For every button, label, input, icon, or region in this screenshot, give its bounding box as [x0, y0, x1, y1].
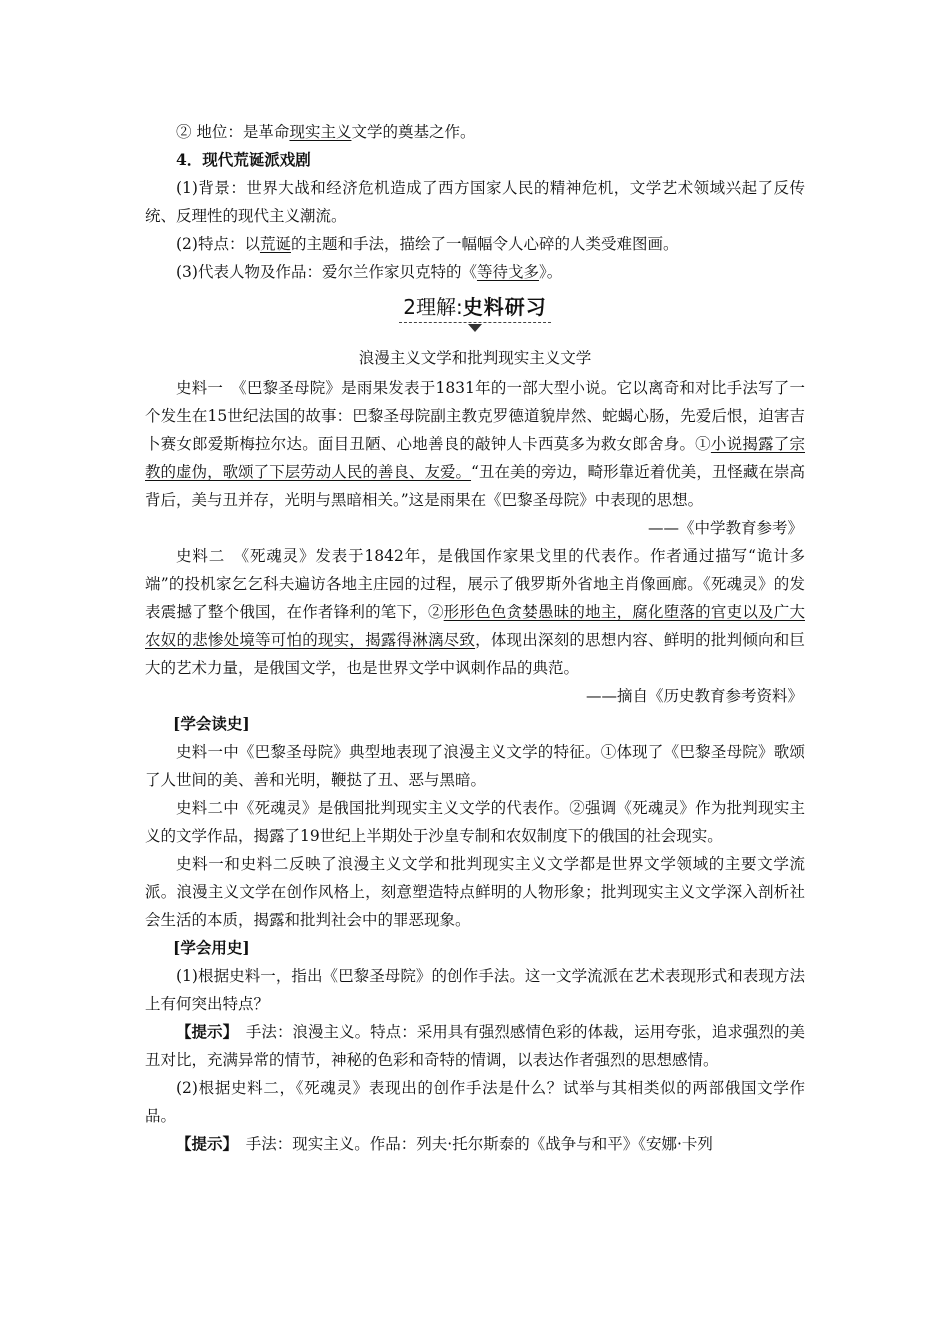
- text-run: ，体现出深刻的思想内容、鲜明的批判倾向和巨大的艺术力量，是俄国文学，也是世界文学中讽刺作品的典范。: [145, 631, 805, 677]
- text-run: “丑在美的旁边，畸形靠近着优美，丑怪藏在崇高背后，美与丑并存，光明与黑暗相关。”这是雨果在《巴黎圣母院》中表现的思想。: [145, 463, 805, 509]
- section-banner: [145, 294, 805, 342]
- triangle-down-icon: [468, 324, 482, 332]
- question-2: (2)根据史料二，《死魂灵》表现出的创作手法是什么？试举与其相类似的两部俄国文学作品。: [145, 1079, 805, 1125]
- section-title: 浪漫主义文学和批判现实主义文学: [358, 349, 592, 367]
- underlined-term: 现实主义: [289, 123, 352, 141]
- document-page: [145, 118, 805, 1158]
- read-paragraph-1: 史料一中《巴黎圣母院》典型地表现了浪漫主义文学的特征。①体现了《巴黎圣母院》歌颂了人世间的美、善和光明，鞭挞了丑、恶与黑暗。: [145, 743, 805, 789]
- read-history-heading: [学会读史]: [173, 714, 250, 733]
- banner-number: 2理解:: [403, 295, 463, 319]
- material-one: [145, 374, 805, 514]
- representative-paragraph: [145, 258, 805, 286]
- text-run: (2)特点：以: [176, 235, 260, 253]
- hint-label: 【提示】: [176, 1022, 231, 1041]
- status-line: [145, 118, 805, 146]
- underlined-passage: 小说揭露了宗教的虚伪，歌颂了下层劳动人民的善良、友爱。: [145, 435, 805, 481]
- material-two-source: ——摘自《历史教育参考资料》: [585, 687, 803, 705]
- underlined-passage: 形形色色贪婪愚昧的地主，腐化堕落的官吏以及广大农奴的悲惨处境等可怕的现实，揭露得淋漓尽致: [145, 603, 805, 649]
- underlined-term: 等待戈多: [476, 263, 539, 281]
- text-run: ② 地位：是革命: [176, 123, 290, 141]
- read-paragraph-2: 史料二中《死魂灵》是俄国批判现实主义文学的代表作。②强调《死魂灵》作为批判现实主义的文学作品，揭露了19世纪上半期处于沙皇专制和农奴制度下的俄国的社会现实。: [145, 799, 805, 845]
- underlined-term: 荒诞: [259, 235, 291, 253]
- text-run: 的主题和手法，描绘了一幅幅令人心碎的人类受难图画。: [290, 235, 679, 253]
- material-two: [145, 542, 805, 682]
- answer-2: [145, 1130, 805, 1158]
- banner-label: [399, 294, 550, 323]
- answer-1: [145, 1018, 805, 1074]
- text-run: 》。: [538, 263, 563, 281]
- text-run: 手法：浪漫主义。特点：采用具有强烈感情色彩的体裁，运用夸张，追求强烈的美丑对比，充满异常的情节，神秘的色彩和奇特的情调，以表达作者强烈的思想感情。: [145, 1023, 805, 1069]
- hint-label: 【提示】: [176, 1134, 231, 1153]
- material-one-source: ——《中学教育参考》: [647, 519, 803, 537]
- background-paragraph: (1)背景：世界大战和经济危机造成了西方国家人民的精神危机，文学艺术领域兴起了反传统、反理性的现代主义潮流。: [145, 179, 805, 225]
- use-history-heading: [学会用史]: [173, 938, 250, 957]
- text-run: 史料一 《巴黎圣母院》是雨果发表于1831年的一部大型小说。它以离奇和对比手法写了一个发生在15世纪法国的故事：巴黎圣母院副主教克罗德道貌岸然、蛇蝎心肠，先爱后恨，迫害吉卜赛女郎爱斯梅拉尔达。面目丑陋、心地善良的敲钟人卡西莫多为救女郎舍身。①: [145, 379, 805, 453]
- banner-title: 史料研习: [462, 295, 547, 319]
- read-paragraph-3: 史料一和史料二反映了浪漫主义文学和批判现实主义文学都是世界文学领域的主要文学流派。浪漫主义文学在创作风格上，刻意塑造特点鲜明的人物形象；批判现实主义文学深入剖析社会生活的本质，揭露和批判社会中的罪恶现象。: [145, 855, 805, 929]
- text-run: (3)代表人物及作品：爱尔兰作家贝克特的《: [176, 263, 477, 281]
- text-run: 手法：现实主义。作品：列夫·托尔斯泰的《战争与和平》《安娜·卡列: [230, 1135, 713, 1153]
- text-run: 史料二 《死魂灵》发表于1842年，是俄国作家果戈里的代表作。作者通过描写“诡计多端”的投机家乞乞科夫遍访各地主庄园的过程，展示了俄罗斯外省地主肖像画廊。《死魂灵》的发表震撼了整个俄国，在作者锋利的笔下，②: [145, 547, 805, 621]
- question-1: (1)根据史料一，指出《巴黎圣母院》的创作手法。这一文学流派在艺术表现形式和表现方法上有何突出特点？: [145, 967, 805, 1013]
- section-heading-4: 4．现代荒诞派戏剧: [176, 150, 311, 169]
- text-run: 文学的奠基之作。: [351, 123, 476, 141]
- feature-paragraph: [145, 230, 805, 258]
